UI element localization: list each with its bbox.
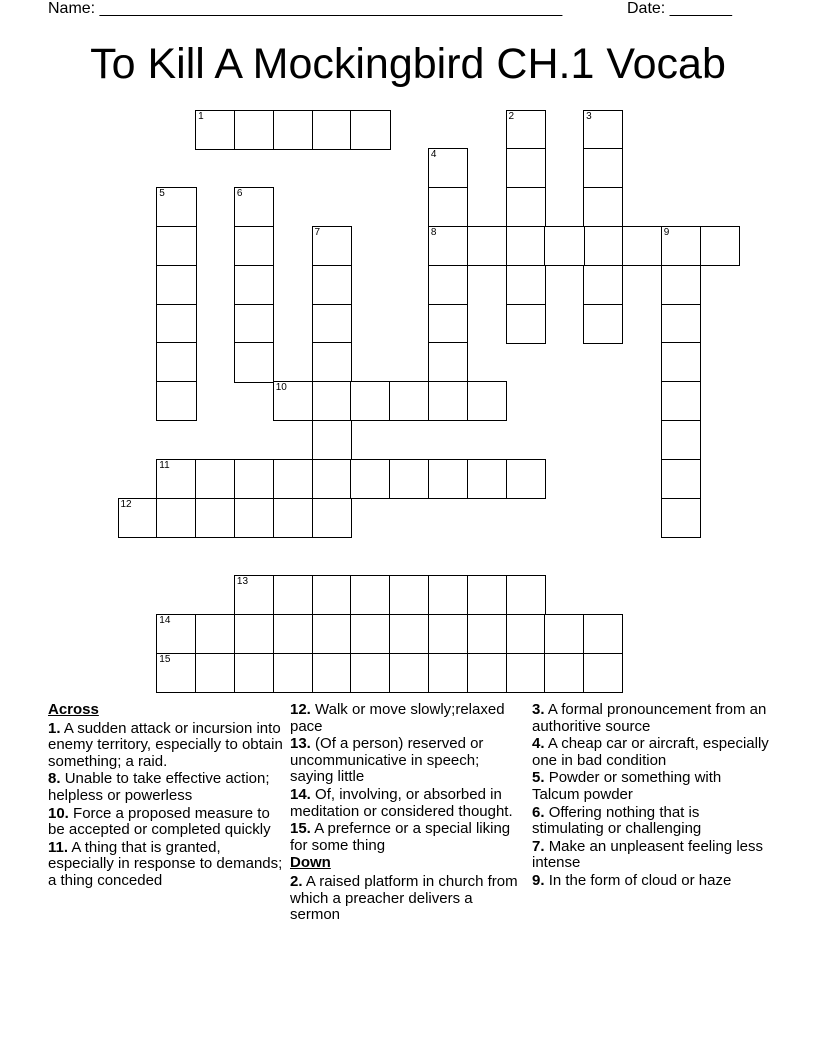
grid-cell[interactable] <box>661 420 701 460</box>
cell-number: 7 <box>314 226 321 238</box>
grid-cell[interactable] <box>312 226 352 266</box>
grid-cell[interactable] <box>428 459 468 499</box>
clue-across-12 <box>290 702 518 735</box>
grid-cell[interactable] <box>312 304 352 344</box>
grid-cell[interactable] <box>467 226 507 266</box>
grid-cell[interactable] <box>661 381 701 421</box>
clue-text: A thing that is granted, especially in response to demands; a thing conceded <box>48 838 283 889</box>
clue-across-1 <box>48 721 284 771</box>
grid-cell[interactable] <box>350 459 390 499</box>
grid-cell[interactable] <box>156 459 196 499</box>
clue-down-7 <box>532 839 772 872</box>
grid-cell[interactable] <box>506 653 546 693</box>
grid-cell[interactable] <box>350 575 390 615</box>
clue-across-13 <box>290 736 518 786</box>
grid-cell[interactable] <box>273 459 313 499</box>
grid-cell[interactable] <box>350 381 390 421</box>
grid-cell[interactable] <box>234 614 274 654</box>
grid-cell[interactable] <box>428 653 468 693</box>
grid-cell[interactable] <box>428 381 468 421</box>
grid-cell[interactable] <box>389 381 429 421</box>
clue-text: Force a proposed measure to be accepted or completed quickly <box>48 804 271 839</box>
clues-column-1 <box>48 702 284 891</box>
clue-number: 14. <box>290 785 311 803</box>
clue-number: 10. <box>48 804 69 822</box>
grid-cell[interactable] <box>661 265 701 305</box>
grid-cell[interactable] <box>156 342 196 382</box>
grid-cell[interactable] <box>506 614 546 654</box>
grid-cell[interactable] <box>156 265 196 305</box>
grid-cell[interactable] <box>583 304 623 344</box>
grid-cell[interactable] <box>428 226 468 266</box>
grid-cell[interactable] <box>312 265 352 305</box>
grid-cell[interactable] <box>583 110 623 150</box>
clue-text: Offering nothing that is stimulating or challenging <box>532 803 702 838</box>
grid-cell[interactable] <box>234 304 274 344</box>
puzzle-title: To Kill A Mockingbird CH.1 Vocab <box>90 40 726 88</box>
grid-cell[interactable] <box>622 226 662 266</box>
clue-number: 9. <box>532 871 545 889</box>
grid-cell[interactable] <box>467 459 507 499</box>
grid-cell[interactable] <box>428 304 468 344</box>
cell-number: 12 <box>120 498 132 510</box>
cell-number: 5 <box>159 188 165 200</box>
grid-cell[interactable] <box>544 614 584 654</box>
clue-text: A formal pronouncement from an authoritive source <box>532 701 767 735</box>
grid-cell[interactable] <box>234 575 274 615</box>
grid-cell[interactable] <box>273 614 313 654</box>
grid-cell[interactable] <box>661 498 701 538</box>
grid-cell[interactable] <box>234 187 274 227</box>
grid-cell[interactable] <box>273 653 313 693</box>
clue-text: A raised platform in church from which a preacher delivers a sermon <box>290 872 518 924</box>
grid-cell[interactable] <box>312 614 352 654</box>
cell-number: 3 <box>586 110 592 122</box>
clue-down-2 <box>290 874 518 924</box>
clue-text: Make an unpleasent feeling less intense <box>532 837 763 872</box>
clue-across-11 <box>48 840 284 890</box>
grid-cell[interactable] <box>506 265 546 305</box>
grid-cell[interactable] <box>195 614 235 654</box>
cell-number: 10 <box>275 382 287 394</box>
grid-cell[interactable] <box>312 110 352 150</box>
clue-down-5 <box>532 770 772 803</box>
grid-cell[interactable] <box>389 575 429 615</box>
grid-cell[interactable] <box>506 148 546 188</box>
grid-cell[interactable] <box>506 187 546 227</box>
grid-cell[interactable] <box>428 614 468 654</box>
grid-cell[interactable] <box>350 110 390 150</box>
grid-cell[interactable] <box>544 653 584 693</box>
grid-cell[interactable] <box>234 110 274 150</box>
grid-cell[interactable] <box>273 110 313 150</box>
clue-number: 1. <box>48 719 61 737</box>
cell-number: 9 <box>663 226 670 238</box>
grid-cell[interactable] <box>661 226 701 266</box>
cell-number: 6 <box>236 188 243 200</box>
clue-text: A cheap car or aircraft, especially one in bad condition <box>532 735 769 769</box>
grid-cell[interactable] <box>118 498 158 538</box>
grid-cell[interactable] <box>700 226 740 266</box>
grid-cell[interactable] <box>583 265 623 305</box>
grid-cell[interactable] <box>428 265 468 305</box>
grid-cell[interactable] <box>312 342 352 382</box>
grid-cell[interactable] <box>389 653 429 693</box>
cell-number: 4 <box>430 149 437 161</box>
grid-cell[interactable] <box>156 653 196 693</box>
grid-cell[interactable] <box>506 304 546 344</box>
grid-cell[interactable] <box>312 459 352 499</box>
grid-cell[interactable] <box>661 304 701 344</box>
clue-number: 6. <box>532 803 545 821</box>
grid-cell[interactable] <box>506 575 546 615</box>
grid-cell[interactable] <box>389 614 429 654</box>
grid-cell[interactable] <box>234 653 274 693</box>
grid-cell[interactable] <box>661 459 701 499</box>
cell-number: 1 <box>198 110 204 122</box>
clue-text: A sudden attack or incursion into enemy territory, especially to obtain something; a raid. <box>48 719 283 770</box>
grid-cell[interactable] <box>583 187 623 227</box>
grid-cell[interactable] <box>312 381 352 421</box>
grid-cell[interactable] <box>234 265 274 305</box>
grid-cell[interactable] <box>156 226 196 266</box>
across-heading: Across <box>48 701 99 718</box>
date-field-label[interactable]: Date: _______ <box>627 0 732 17</box>
grid-cell[interactable] <box>312 575 352 615</box>
clue-number: 2. <box>290 872 303 890</box>
clue-text: Walk or move slowly;relaxed pace <box>290 701 505 735</box>
clue-across-15 <box>290 821 518 854</box>
grid-cell[interactable] <box>506 226 546 266</box>
grid-cell[interactable] <box>156 187 196 227</box>
clue-number: 5. <box>532 769 545 787</box>
clue-text: In the form of cloud or haze <box>548 871 732 889</box>
grid-cell[interactable] <box>544 226 584 266</box>
clue-down-6 <box>532 805 772 838</box>
clues-column-3 <box>532 702 772 891</box>
grid-cell[interactable] <box>583 148 623 188</box>
clue-number: 4. <box>532 735 545 753</box>
name-field-label[interactable]: Name: ____________________________________________________ <box>48 0 563 17</box>
clue-number: 15. <box>290 820 311 838</box>
grid-cell[interactable] <box>273 381 313 421</box>
cell-number: 8 <box>430 226 437 238</box>
clue-text: Powder or something with Talcum powder <box>532 769 722 803</box>
down-heading: Down <box>290 854 331 872</box>
grid-cell[interactable] <box>428 575 468 615</box>
clue-down-3 <box>532 702 772 735</box>
clue-number: 3. <box>532 701 545 718</box>
clue-number: 7. <box>532 837 545 855</box>
grid-cell[interactable] <box>312 420 352 460</box>
cell-number: 11 <box>159 459 170 471</box>
grid-cell[interactable] <box>428 148 468 188</box>
grid-cell[interactable] <box>156 614 196 654</box>
grid-cell[interactable] <box>195 110 235 150</box>
clue-across-14 <box>290 787 518 820</box>
grid-cell[interactable] <box>428 187 468 227</box>
grid-cell[interactable] <box>156 381 196 421</box>
grid-cell[interactable] <box>156 304 196 344</box>
clue-text: Of, involving, or absorbed in meditation or considered thought. <box>290 785 513 820</box>
clue-down-9 <box>532 873 772 890</box>
grid-cell[interactable] <box>195 459 235 499</box>
clue-down-4 <box>532 736 772 769</box>
grid-cell[interactable] <box>234 226 274 266</box>
cell-number: 13 <box>236 576 249 588</box>
grid-cell[interactable] <box>195 498 235 538</box>
grid-cell[interactable] <box>312 498 352 538</box>
grid-cell[interactable] <box>234 342 274 382</box>
grid-cell[interactable] <box>312 653 352 693</box>
clue-across-10 <box>48 806 284 839</box>
grid-cell[interactable] <box>661 342 701 382</box>
grid-cell[interactable] <box>467 614 507 654</box>
grid-cell[interactable] <box>428 342 468 382</box>
clue-number: 8. <box>48 770 61 788</box>
grid-cell[interactable] <box>234 498 274 538</box>
cell-number: 14 <box>159 614 171 626</box>
grid-cell[interactable] <box>467 653 507 693</box>
clues-column-2 <box>290 702 518 925</box>
cell-number: 2 <box>508 110 515 122</box>
clue-across-8 <box>48 771 284 804</box>
clue-text: Unable to take effective action; helpless or powerless <box>48 770 270 804</box>
clue-text: A prefernce or a special liking for some thing <box>290 820 511 854</box>
grid-cell[interactable] <box>156 498 196 538</box>
grid-cell[interactable] <box>467 575 507 615</box>
grid-cell[interactable] <box>273 575 313 615</box>
grid-cell[interactable] <box>234 459 274 499</box>
grid-cell[interactable] <box>583 226 623 266</box>
grid-cell[interactable] <box>273 498 313 538</box>
grid-cell[interactable] <box>389 459 429 499</box>
grid-cell[interactable] <box>350 653 390 693</box>
clue-number: 11. <box>48 838 69 856</box>
clue-number: 13. <box>290 735 311 753</box>
cell-number: 15 <box>159 653 171 665</box>
grid-cell[interactable] <box>195 653 235 693</box>
grid-cell[interactable] <box>506 110 546 150</box>
grid-cell[interactable] <box>506 459 546 499</box>
clue-text: (Of a person) reserved or uncommunicative in speech; saying little <box>290 735 484 786</box>
clue-number: 12. <box>290 701 311 718</box>
grid-cell[interactable] <box>467 381 507 421</box>
grid-cell[interactable] <box>583 614 623 654</box>
grid-cell[interactable] <box>583 653 623 693</box>
grid-cell[interactable] <box>350 614 390 654</box>
